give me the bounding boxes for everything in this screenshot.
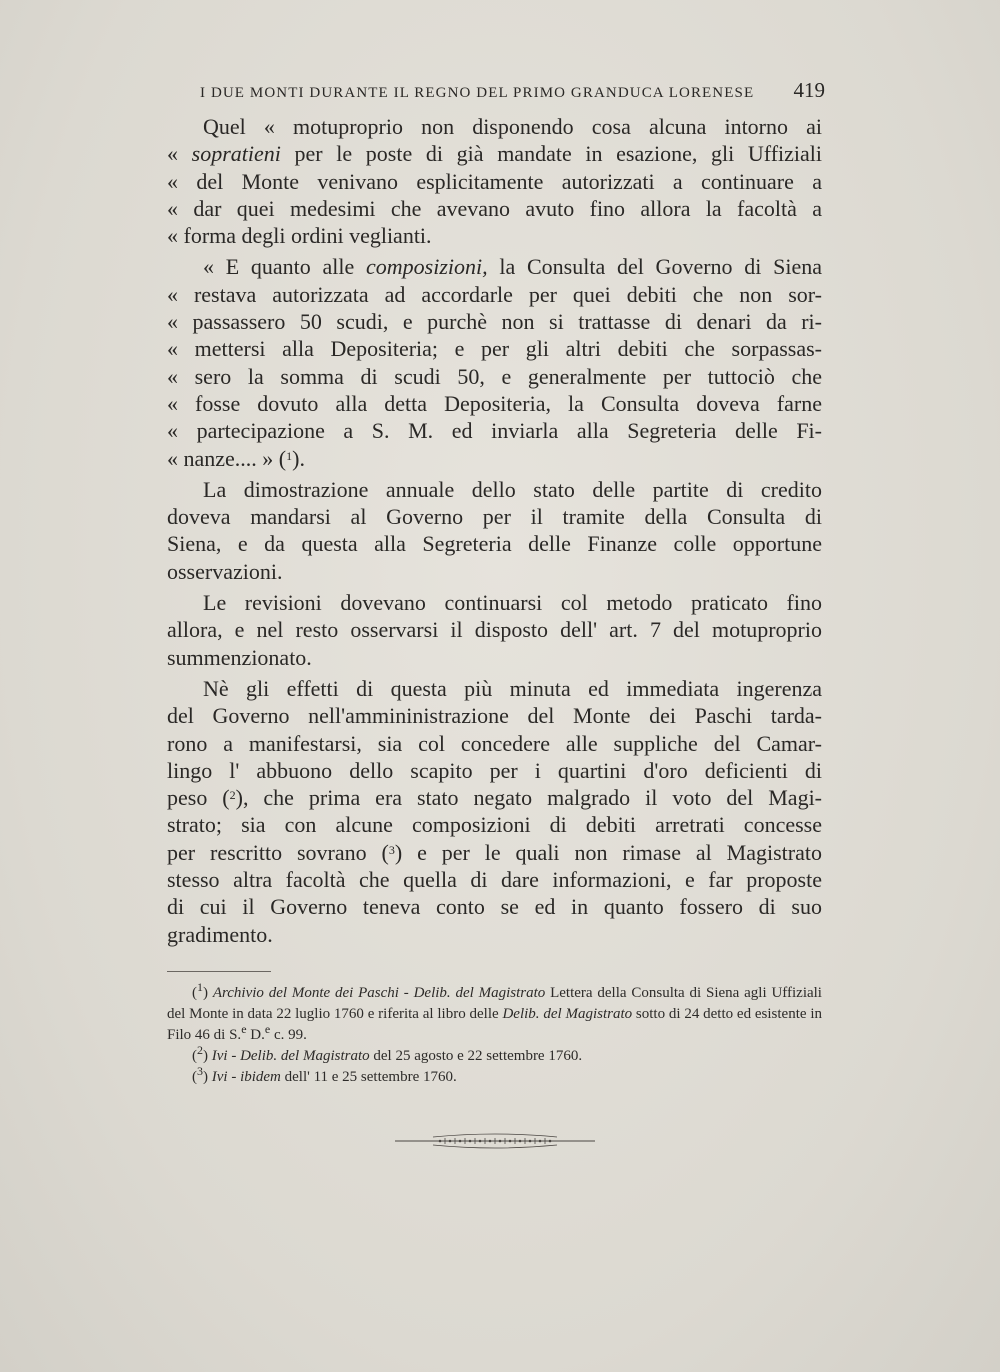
running-header: [200, 78, 825, 103]
paragraph-1: [167, 113, 822, 249]
text-line: « nanze.... » ($^1$).: [167, 445, 305, 471]
text-line: Quel « motuproprio non disponendo cosa alcuna intorno ai: [203, 114, 822, 139]
text-line: La dimostrazione annuale dello stato delle partite di credito: [203, 476, 822, 502]
footnote-ref: 3: [388, 842, 395, 857]
paragraph-5: [167, 675, 822, 948]
text-line: « passassero 50 scudi, e purchè non si trattasse di denari da ri-: [167, 309, 822, 335]
footnotes: [167, 980, 822, 1088]
footnote-ref: 1: [286, 448, 293, 463]
page-number: 419: [793, 78, 825, 102]
text-line: lingo l' abbuono dello scapito per i quartini d'oro deficienti di: [167, 757, 822, 783]
text-line: Le revisioni dovevano continuarsi col metodo praticato fino: [203, 590, 822, 616]
text-line: « fosse dovuto alla detta Depositeria, la Consulta doveva farne: [167, 390, 822, 416]
footnote-separator: [167, 971, 271, 972]
text-line: « partecipazione a S. M. ed inviarla alla Segreteria delle Fi-: [167, 418, 822, 444]
text-line: strato; sia con alcune composizioni di debiti arretrati concesse: [167, 812, 822, 838]
running-title: I DUE MONTI DURANTE IL REGNO DEL PRIMO GRANDUCA LORENESE: [200, 85, 755, 101]
main-text: [167, 113, 822, 952]
text-line: gradimento.: [167, 921, 273, 947]
paragraph-2: [167, 253, 822, 471]
footnote-2: ($^2$) Ivi - Delib. del Magistrato del 25 agosto e 22 settembre 1760.: [192, 1043, 583, 1064]
text-line: del Governo nell'ammininistrazione del Monte dei Paschi tarda-: [167, 703, 822, 729]
text-line: « forma degli ordini veglianti.: [167, 223, 432, 249]
text-line: summenzionato.: [167, 644, 312, 670]
text-line: « dar quei medesimi che avevano avuto fino allora la facoltà a: [167, 195, 822, 221]
text-line: stesso altra facoltà che quella di dare informazioni, e far proposte: [167, 867, 822, 893]
text-line: « mettersi alla Depositeria; e per gli altri debiti che sorpassas-: [167, 336, 822, 362]
text-line: allora, e nel resto osservarsi il disposto dell' art. 7 del motuproprio: [167, 617, 822, 643]
text-line: Siena, e da questa alla Segreteria delle Finanze colle opportune: [167, 531, 822, 557]
text-line: di cui il Governo teneva conto se ed in quanto fossero di suo: [167, 894, 822, 920]
text-line: « restava autorizzata ad accordarle per quei debiti che non sor-: [167, 281, 822, 307]
text-line: doveva mandarsi al Governo per il tramite della Consulta di: [167, 504, 822, 530]
text-line: peso ($^2$), che prima era stato negato malgrado il voto del Magi-: [167, 785, 823, 811]
text-line: osservazioni.: [167, 558, 283, 584]
text-line: « sero la somma di scudi 50, e generalmente per tuttociò che: [167, 363, 822, 389]
text-line: « del Monte venivano esplicitamente autorizzati a continuare a: [167, 168, 822, 194]
paragraph-3: [167, 476, 822, 585]
text-line: rono a manifestarsi, sia col concedere alle suppliche del Camar-: [167, 730, 822, 756]
footnote-ref: 2: [229, 788, 236, 803]
text-line: « sopratieni per le poste di già mandate in esazione, gli Uffiziali: [167, 141, 823, 167]
paragraph-4: [167, 589, 822, 671]
ornament-divider-icon: [395, 1127, 595, 1155]
text-line: « E quanto alle composizioni, la Consulta del Governo di Siena: [203, 254, 822, 280]
footnote-1: ($^1$) Archivio del Monte dei Paschi - Delib. del Magistrato Lettera della Consulta di Siena agli Uffiziali del Monte in data 22 luglio 1760 e riferita al libro delle Delib. del Magistrato sotto di 24 detto ed esistente in Filo 46 di S.$^e$ D.$^e$ c. 99.: [167, 980, 822, 1043]
footnote-3: ($^3$) Ivi - ibidem dell' 11 e 25 settembre 1760.: [192, 1064, 457, 1085]
text-line: Nè gli effetti di questa più minuta ed immediata ingerenza: [203, 675, 822, 701]
text-line: per rescritto sovrano ($^3$) e per le quali non rimase al Magistrato: [167, 839, 822, 865]
